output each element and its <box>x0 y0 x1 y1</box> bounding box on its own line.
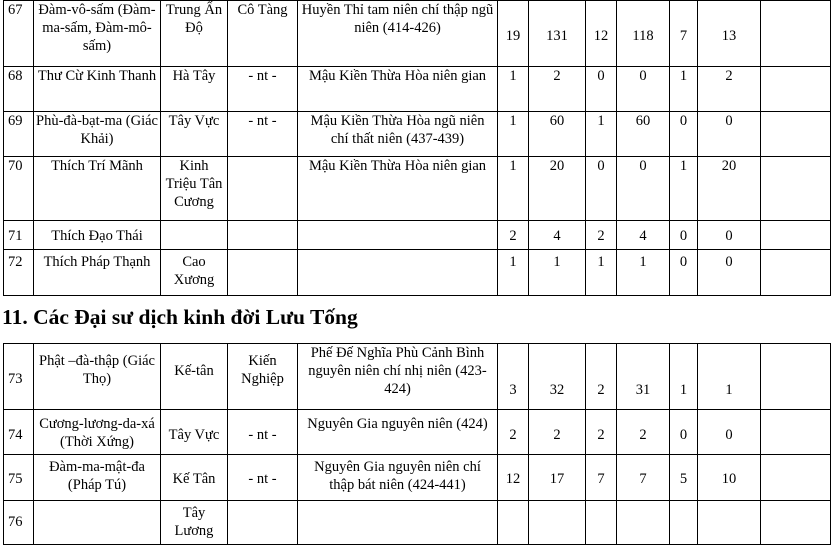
translator-name <box>34 501 161 545</box>
translator-name: Đàm-ma-mật-đa (Pháp Tú) <box>34 455 161 501</box>
count-cell: 2 <box>586 344 617 410</box>
count-cell: 0 <box>586 157 617 221</box>
count-cell: 131 <box>529 1 586 67</box>
count-cell: 0 <box>617 67 670 112</box>
origin: Tây Lương <box>161 501 228 545</box>
count-cell: 5 <box>670 455 698 501</box>
count-cell <box>529 501 586 545</box>
row-number: 74 <box>4 410 34 455</box>
row-number: 76 <box>4 501 34 545</box>
count-cell: 13 <box>698 1 761 67</box>
section-heading: 11. Các Đại sư dịch kinh đời Lưu Tống <box>2 305 358 329</box>
table-row <box>4 67 831 112</box>
count-cell: 12 <box>498 455 529 501</box>
translation-place <box>228 250 298 296</box>
count-cell <box>498 501 529 545</box>
count-cell: 0 <box>670 410 698 455</box>
count-cell: 4 <box>617 221 670 250</box>
translator-name: Thư Cừ Kinh Thanh <box>34 67 161 112</box>
count-cell: 2 <box>617 410 670 455</box>
period: Nguyên Gia nguyên niên (424) <box>298 410 498 455</box>
origin: Kế-tân <box>161 344 228 410</box>
translation-place: - nt - <box>228 67 298 112</box>
empty-cell <box>761 1 831 67</box>
count-cell: 7 <box>670 1 698 67</box>
empty-cell <box>761 67 831 112</box>
empty-cell <box>761 410 831 455</box>
row-number: 70 <box>4 157 34 221</box>
table-row <box>4 221 831 250</box>
translation-place: - nt - <box>228 410 298 455</box>
translator-name: Phù-đà-bạt-ma (Giác Khải) <box>34 112 161 157</box>
period <box>298 250 498 296</box>
count-cell: 1 <box>498 67 529 112</box>
count-cell: 4 <box>529 221 586 250</box>
count-cell: 32 <box>529 344 586 410</box>
count-cell: 60 <box>529 112 586 157</box>
count-cell: 2 <box>498 221 529 250</box>
row-number: 73 <box>4 344 34 410</box>
count-cell: 1 <box>586 250 617 296</box>
count-cell: 1 <box>529 250 586 296</box>
count-cell: 31 <box>617 344 670 410</box>
table-row <box>4 250 831 296</box>
period <box>298 501 498 545</box>
count-cell: 7 <box>586 455 617 501</box>
origin: Tây Vực <box>161 112 228 157</box>
empty-cell <box>761 221 831 250</box>
origin: Kinh Triệu Tân Cương <box>161 157 228 221</box>
count-cell: 60 <box>617 112 670 157</box>
count-cell <box>617 501 670 545</box>
origin: Hà Tây <box>161 67 228 112</box>
count-cell: 0 <box>617 157 670 221</box>
count-cell: 19 <box>498 1 529 67</box>
origin: Tây Vực <box>161 410 228 455</box>
translators-table-2 <box>3 343 831 545</box>
row-number: 69 <box>4 112 34 157</box>
translation-place <box>228 501 298 545</box>
count-cell <box>670 501 698 545</box>
count-cell: 2 <box>498 410 529 455</box>
translator-name: Cương-lương-da-xá (Thời Xứng) <box>34 410 161 455</box>
period <box>298 221 498 250</box>
count-cell: 0 <box>670 250 698 296</box>
count-cell: 2 <box>698 67 761 112</box>
count-cell: 2 <box>586 221 617 250</box>
translation-place <box>228 221 298 250</box>
table-row <box>4 112 831 157</box>
translators-table-1 <box>3 0 831 296</box>
count-cell: 0 <box>698 410 761 455</box>
empty-cell <box>761 250 831 296</box>
count-cell: 10 <box>698 455 761 501</box>
translator-name: Thích Pháp Thạnh <box>34 250 161 296</box>
count-cell: 7 <box>617 455 670 501</box>
translator-name: Thích Trí Mãnh <box>34 157 161 221</box>
count-cell: 0 <box>698 221 761 250</box>
count-cell: 2 <box>586 410 617 455</box>
origin: Kế Tân <box>161 455 228 501</box>
table-row <box>4 157 831 221</box>
count-cell: 1 <box>670 344 698 410</box>
origin: Trung Ấn Độ <box>161 1 228 67</box>
translator-name: Đàm-vô-sấm (Đàm-ma-sấm, Đàm-mô-sấm) <box>34 1 161 67</box>
translation-place <box>228 157 298 221</box>
table-row <box>4 455 831 501</box>
count-cell: 20 <box>698 157 761 221</box>
count-cell: 2 <box>529 410 586 455</box>
period: Huyền Thỉ tam niên chí thập ngũ niên (414-426) <box>298 1 498 67</box>
count-cell: 2 <box>529 67 586 112</box>
count-cell: 0 <box>698 250 761 296</box>
translator-name: Phật –đà-thập (Giác Thọ) <box>34 344 161 410</box>
count-cell: 1 <box>617 250 670 296</box>
period: Mậu Kiền Thừa Hòa niên gian <box>298 157 498 221</box>
period: Mậu Kiền Thừa Hòa ngũ niên chí thất niên (437-439) <box>298 112 498 157</box>
count-cell: 1 <box>586 112 617 157</box>
row-number: 68 <box>4 67 34 112</box>
count-cell: 1 <box>498 112 529 157</box>
count-cell: 12 <box>586 1 617 67</box>
empty-cell <box>761 112 831 157</box>
empty-cell <box>761 344 831 410</box>
table-row <box>4 1 831 67</box>
count-cell: 0 <box>670 112 698 157</box>
translation-place: - nt - <box>228 112 298 157</box>
count-cell: 0 <box>586 67 617 112</box>
count-cell: 1 <box>670 67 698 112</box>
translation-place: Cô Tàng <box>228 1 298 67</box>
row-number: 72 <box>4 250 34 296</box>
translation-place: Kiến Nghiệp <box>228 344 298 410</box>
translation-place: - nt - <box>228 455 298 501</box>
count-cell: 20 <box>529 157 586 221</box>
origin: Cao Xương <box>161 250 228 296</box>
count-cell: 17 <box>529 455 586 501</box>
count-cell: 1 <box>670 157 698 221</box>
empty-cell <box>761 501 831 545</box>
table-row <box>4 501 831 545</box>
count-cell: 0 <box>670 221 698 250</box>
table-row <box>4 344 831 410</box>
count-cell: 1 <box>498 157 529 221</box>
row-number: 71 <box>4 221 34 250</box>
row-number: 75 <box>4 455 34 501</box>
period: Nguyên Gia nguyên niên chí thập bát niên (424-441) <box>298 455 498 501</box>
count-cell <box>586 501 617 545</box>
count-cell: 3 <box>498 344 529 410</box>
count-cell: 1 <box>498 250 529 296</box>
row-number: 67 <box>4 1 34 67</box>
empty-cell <box>761 157 831 221</box>
origin <box>161 221 228 250</box>
count-cell: 118 <box>617 1 670 67</box>
period: Phế Đế Nghĩa Phù Cảnh Bình nguyên niên chí nhị niên (423-424) <box>298 344 498 410</box>
empty-cell <box>761 455 831 501</box>
count-cell <box>698 501 761 545</box>
count-cell: 0 <box>698 112 761 157</box>
table-row <box>4 410 831 455</box>
translator-name: Thích Đạo Thái <box>34 221 161 250</box>
period: Mậu Kiền Thừa Hòa niên gian <box>298 67 498 112</box>
count-cell: 1 <box>698 344 761 410</box>
